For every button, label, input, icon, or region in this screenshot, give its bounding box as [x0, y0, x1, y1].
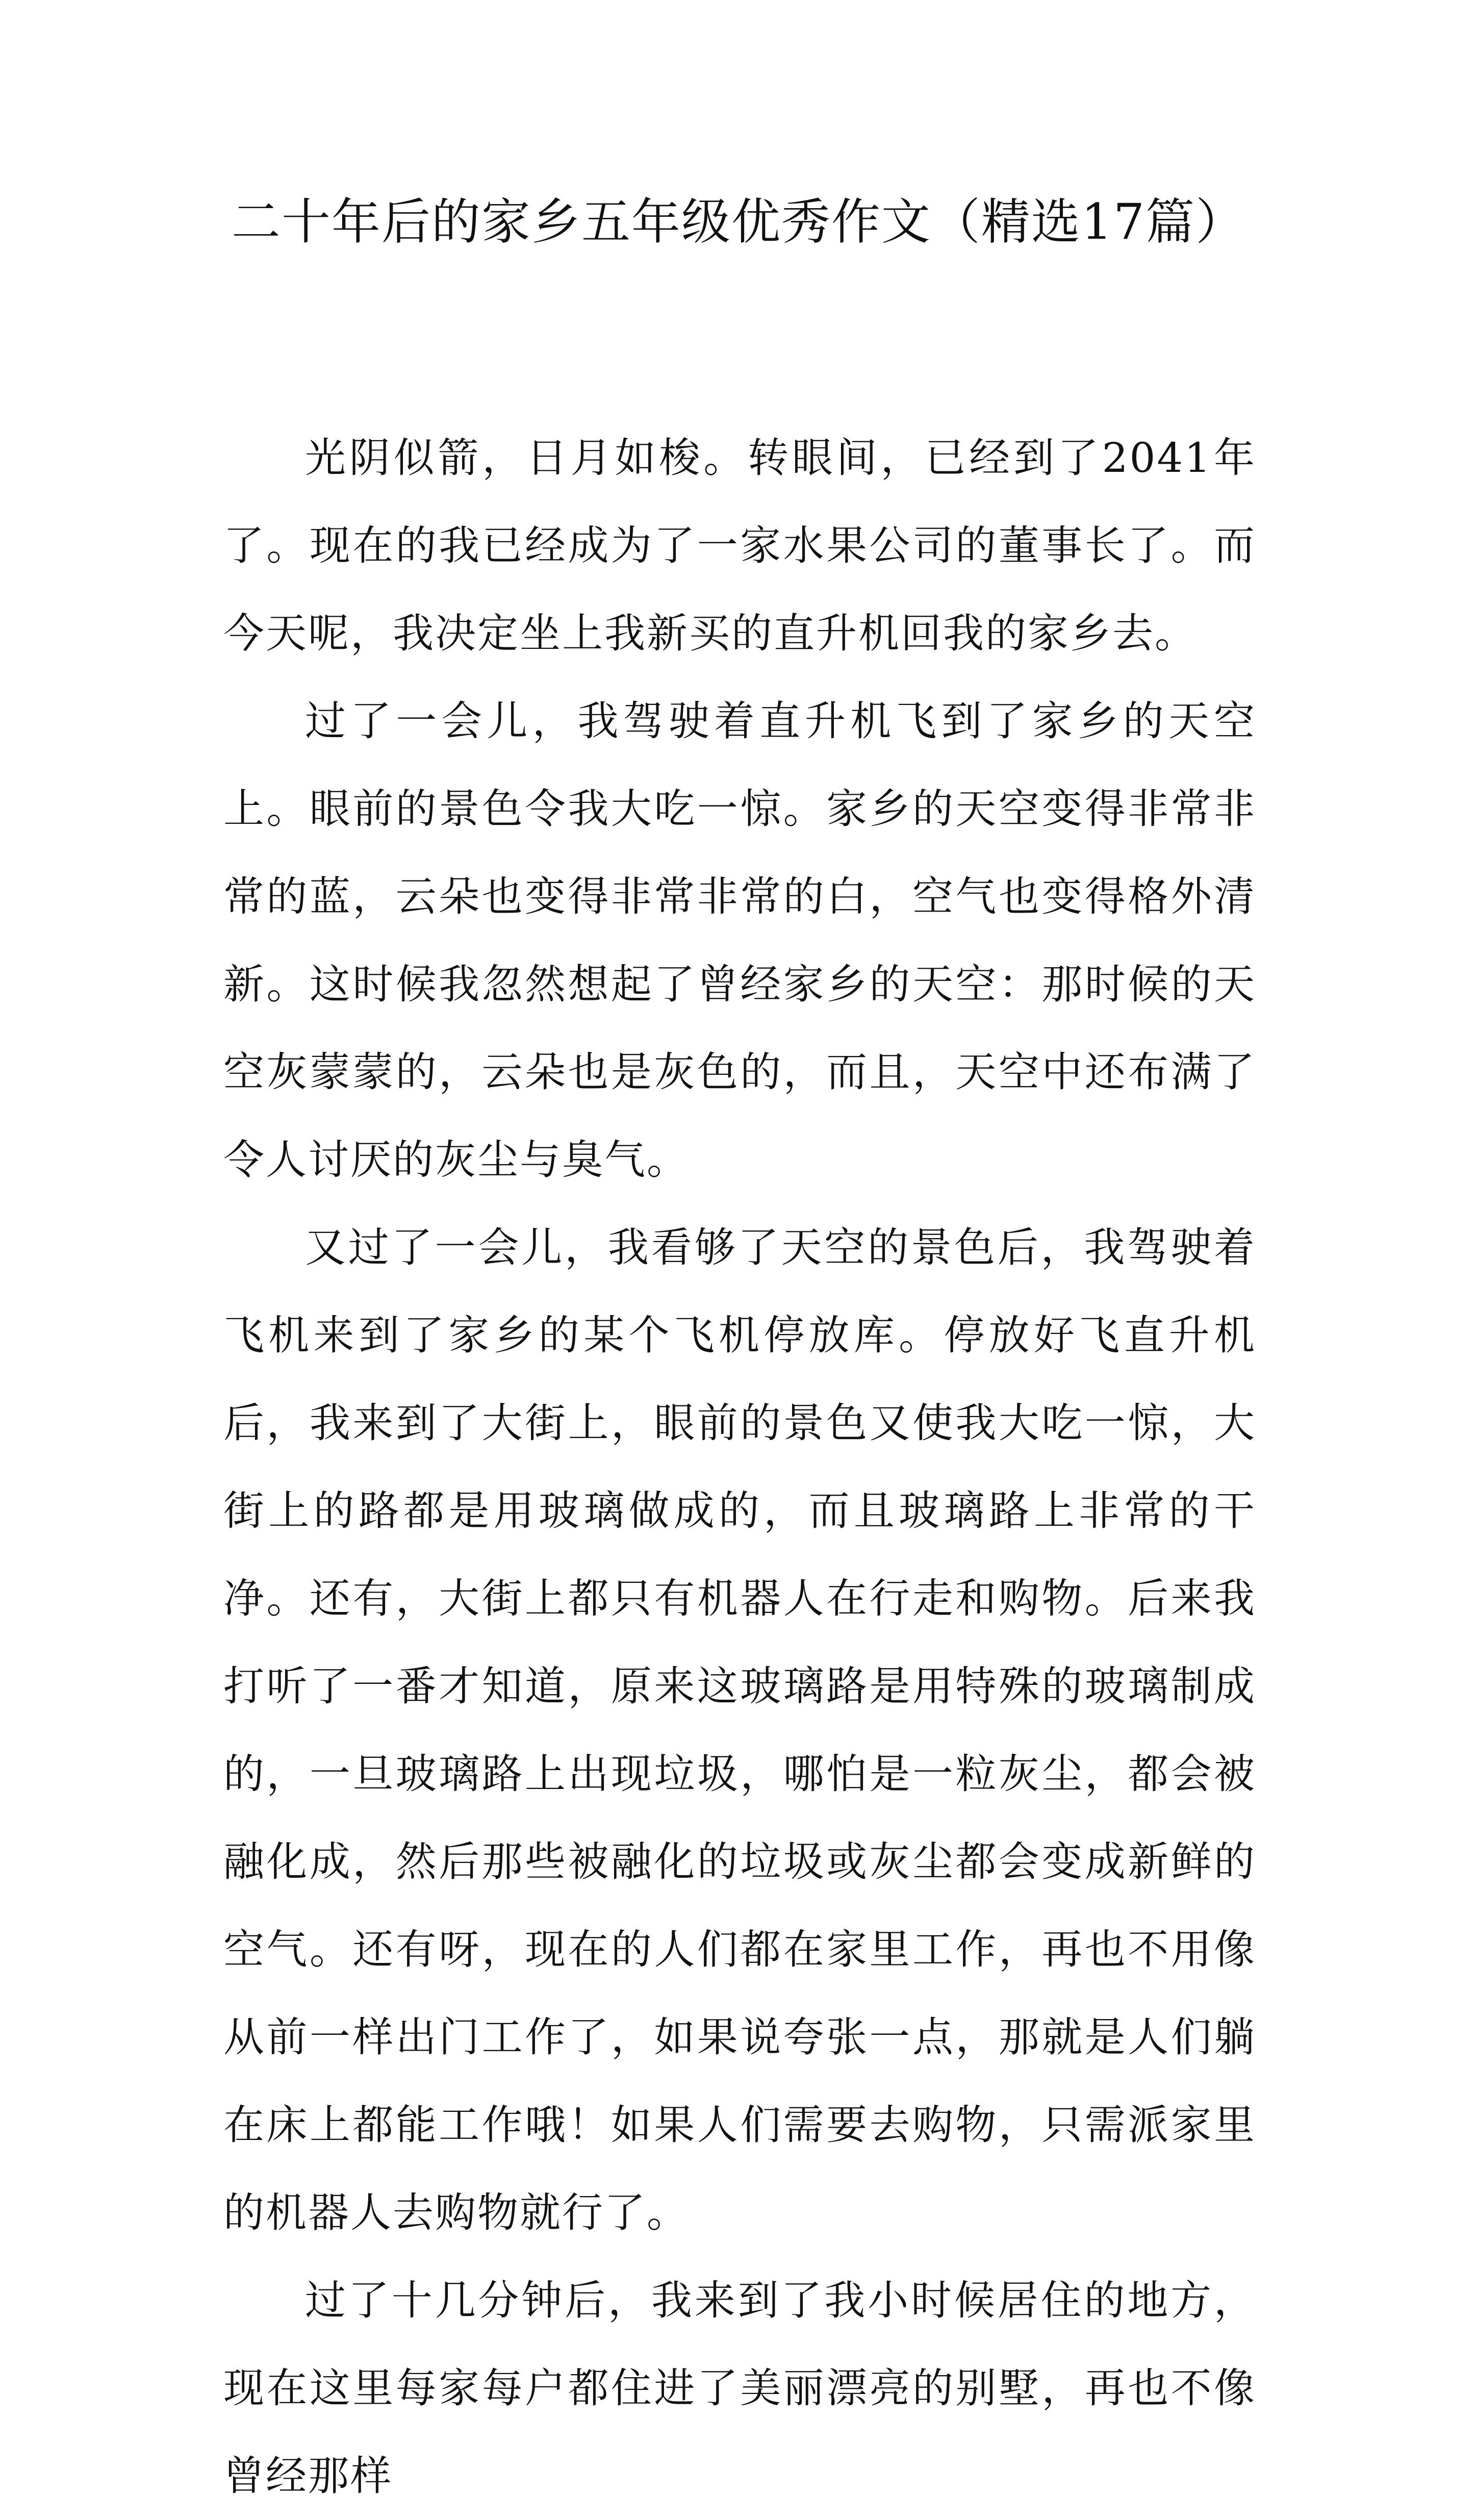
document-title: 二十年后的家乡五年级优秀作文（精选17篇） — [231, 193, 1246, 250]
paragraph: 又过了一会儿，我看够了天空的景色后，我驾驶着飞机来到了家乡的某个飞机停放库。停放好飞直升机后，我来到了大街上，眼前的景色又使我大吃一惊，大街上的路都是用玻璃做成的，而且玻璃路上非常的干净。还有，大街上都只有机器人在行走和购物。后来我打听了一番才知道，原来这玻璃路是用特殊的玻璃制成的，一旦玻璃路上出现垃圾，哪怕是一粒灰尘，都会被融化成，然后那些被融化的垃圾或灰尘都会变成新鲜的空气。还有呀，现在的人们都在家里工作，再也不用像从前一样出门工作了，如果说夸张一点，那就是人们躺在床上都能工作哦！如果人们需要去购物，只需派家里的机器人去购物就行了。 — [223, 1224, 1256, 2236]
paragraph: 过了十几分钟后，我来到了我小时候居住的地方，现在这里每家每户都住进了美丽漂亮的别墅，再也不像曾经那样 — [223, 2277, 1256, 2500]
paragraph: 光阴似箭，日月如梭。转眼间，已经到了2041年了。现在的我已经成为了一家水果公司的董事长了。而今天呢，我决定坐上我新买的直升机回我的家乡去。 — [223, 434, 1256, 657]
document-body — [223, 414, 1256, 2520]
paragraph: 过了一会儿，我驾驶着直升机飞到了家乡的天空上。眼前的景色令我大吃一惊。家乡的天空变得非常非常的蓝，云朵也变得非常非常的白，空气也变得格外清新。这时候我忽然想起了曾经家乡的天空：那时候的天空灰蒙蒙的，云朵也是灰色的，而且，天空中还布满了令人讨厌的灰尘与臭气。 — [223, 697, 1256, 1183]
